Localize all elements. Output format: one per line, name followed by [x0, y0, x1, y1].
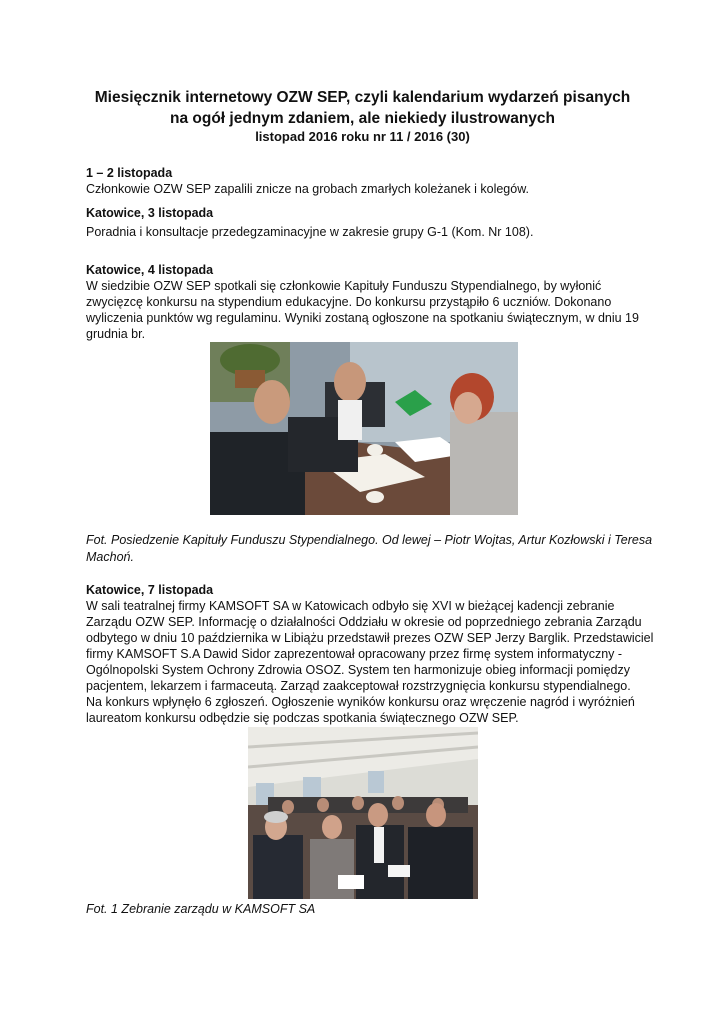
entry-text-4-line-2: Zarządu OZW SEP. Informację o działalności Oddziału w okresie od poprzedniego zebrania Zarządu	[86, 615, 642, 629]
entry-heading-4: Katowice, 7 listopada	[86, 583, 214, 597]
entry-text-4-line-5: Ogólnopolski System Ochrony Zdrowia OSOZ. System ten harmonizuje obieg informacji pomiędzy	[86, 663, 630, 677]
entry-text-3-line-1: W siedzibie OZW SEP spotkali się członkowie Kapituły Funduszu Stypendialnego, by wyłonić	[86, 279, 602, 293]
photo-caption-2: Fot. 1 Zebranie zarządu w KAMSOFT SA	[86, 902, 316, 916]
committee-meeting-photo	[210, 342, 518, 515]
board-meeting-photo	[248, 727, 478, 899]
entry-text-3-line-4: grudnia br.	[86, 327, 146, 341]
issue-line: listopad 2016 roku nr 11 / 2016 (30)	[255, 129, 470, 144]
entry-text-3-line-3: wyliczenia punktów wg regulaminu. Wyniki zostaną ogłoszone na spotkaniu świątecznym, w dniu 19	[86, 311, 639, 325]
entry-text-4-line-6: pacjentem, lekarzem i farmaceutą. Zarząd zaakceptował rozstrzygnięcia konkursu stypendialnego.	[86, 679, 631, 693]
entry-text-4-line-4: firmy KAMSOFT S.A Dawid Sidor zaprezentował opracowany przez firmę system informatyczny -	[86, 647, 623, 661]
entry-text-4-line-7: Na konkurs wpłynęło 6 zgłoszeń. Ogłoszenie wyników konkursu oraz wręczenie nagród i wyróżnień	[86, 695, 635, 709]
entry-text-4-line-1: W sali teatralnej firmy KAMSOFT SA w Katowicach odbyło się XVI w bieżącej kadencji zebranie	[86, 599, 615, 613]
document-title-line-2: na ogół jednym zdaniem, ale niekiedy ilustrowanych	[169, 110, 556, 127]
entry-text-2: Poradnia i konsultacje przedegzaminacyjne w zakresie grupy G-1 (Kom. Nr 108).	[86, 225, 534, 239]
document-title-line-1: Miesięcznik internetowy OZW SEP, czyli kalendarium wydarzeń pisanych	[94, 89, 631, 106]
entry-text-4-line-8: laureatom konkursu odbędzie się podczas spotkania świątecznego OZW SEP.	[86, 711, 519, 725]
entry-text-1: Członkowie OZW SEP zapalili znicze na grobach zmarłych koleżanek i kolegów.	[86, 182, 530, 196]
photo-caption-1: Fot. Posiedzenie Kapituły Funduszu Stypendialnego. Od lewej – Piotr Wojtas, Artur Kozłowski i Teresa Machoń.	[86, 533, 653, 564]
entry-heading-1: 1 – 2 listopada	[86, 166, 173, 180]
entry-heading-3: Katowice, 4 listopada	[86, 263, 214, 277]
entry-text-3-line-2: zwycięzcę konkursu na stypendium edukacyjne. Do konkursu przystąpiło 6 uczniów. Dokonano	[86, 295, 612, 309]
entry-heading-2: Katowice, 3 listopada	[86, 206, 214, 220]
entry-text-4-line-3: odbytego w dniu 10 października w Libiążu przedstawił prezes OZW SEP Jerzy Barglik. Przedstawiciel	[86, 631, 654, 645]
